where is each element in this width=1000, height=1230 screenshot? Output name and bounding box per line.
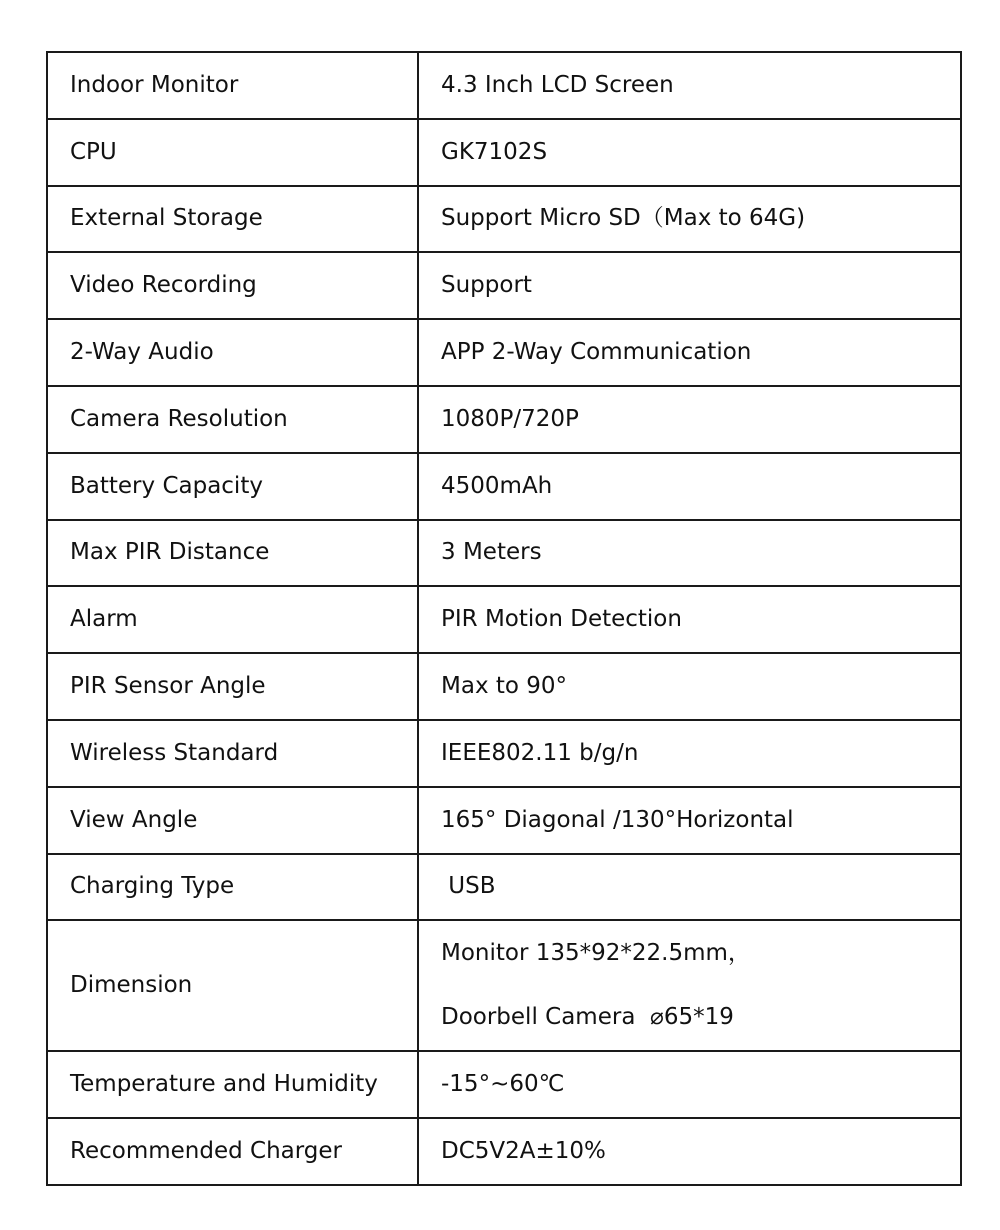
table-row	[47, 653, 961, 720]
table-row	[47, 252, 961, 319]
row-value: 4500mAh	[418, 453, 961, 520]
row-value: Support Micro SD（Max to 64G)	[418, 186, 961, 253]
table-row	[47, 720, 961, 787]
table-row	[47, 386, 961, 453]
row-value: IEEE802.11 b/g/n	[418, 720, 961, 787]
table-row	[47, 453, 961, 520]
row-value: 4.3 Inch LCD Screen	[418, 52, 961, 119]
dimension-monitor: Monitor 135*92*22.5mm，	[441, 940, 751, 967]
row-value	[418, 920, 961, 1051]
row-label: Dimension	[47, 920, 418, 1051]
row-label: Battery Capacity	[47, 453, 418, 520]
row-value: Support	[418, 252, 961, 319]
row-label: 2-Way Audio	[47, 319, 418, 386]
row-label: Alarm	[47, 586, 418, 653]
row-label: View Angle	[47, 787, 418, 854]
dimension-doorbell: Doorbell Camera ⌀65*19	[441, 1004, 734, 1031]
row-label: PIR Sensor Angle	[47, 653, 418, 720]
row-value: -15°~60℃	[418, 1051, 961, 1118]
row-value: PIR Motion Detection	[418, 586, 961, 653]
row-label: CPU	[47, 119, 418, 186]
table-row	[47, 520, 961, 587]
row-value: Max to 90°	[418, 653, 961, 720]
row-label: Max PIR Distance	[47, 520, 418, 587]
row-value: GK7102S	[418, 119, 961, 186]
row-label: Wireless Standard	[47, 720, 418, 787]
table-row	[47, 586, 961, 653]
row-value: 165° Diagonal /130°Horizontal	[418, 787, 961, 854]
row-value: 1080P/720P	[418, 386, 961, 453]
table-row	[47, 920, 961, 1051]
table-row	[47, 186, 961, 253]
row-label: Video Recording	[47, 252, 418, 319]
row-label: Charging Type	[47, 854, 418, 921]
row-label: External Storage	[47, 186, 418, 253]
table-row	[47, 1051, 961, 1118]
row-label: Recommended Charger	[47, 1118, 418, 1185]
row-value: APP 2-Way Communication	[418, 319, 961, 386]
table-row	[47, 1118, 961, 1185]
table-row	[47, 52, 961, 119]
row-value: 3 Meters	[418, 520, 961, 587]
spec-table	[46, 51, 962, 1186]
table-row	[47, 319, 961, 386]
table-row	[47, 787, 961, 854]
row-value: DC5V2A±10%	[418, 1118, 961, 1185]
row-label: Temperature and Humidity	[47, 1051, 418, 1118]
row-label: Indoor Monitor	[47, 52, 418, 119]
row-label: Camera Resolution	[47, 386, 418, 453]
table-row	[47, 854, 961, 921]
row-value: USB	[418, 854, 961, 921]
table-row	[47, 119, 961, 186]
